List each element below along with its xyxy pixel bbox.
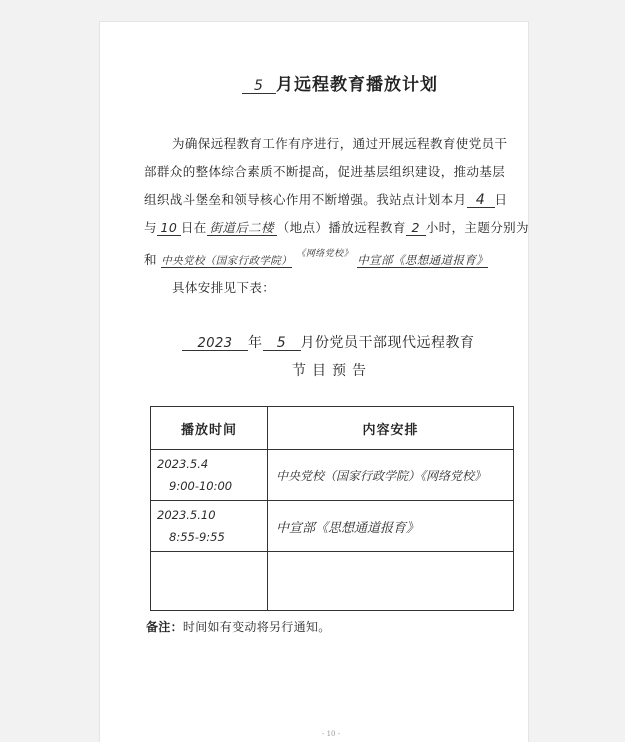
schedule-table <box>150 406 514 611</box>
hours-field: 2 <box>406 222 426 236</box>
location-field: 街道后二楼 <box>207 222 277 236</box>
paragraph-line-4 <box>144 218 529 236</box>
header-content: 内容安排 <box>268 407 514 450</box>
note <box>146 618 331 635</box>
schedule-year: 2023 <box>182 337 248 351</box>
row-date: 2023.5.10 <box>157 508 216 522</box>
paragraph-line-6: 具体安排见下表： <box>172 280 276 295</box>
date1-field: 4 <box>467 193 495 208</box>
row-content <box>268 552 514 611</box>
table-row <box>151 552 514 611</box>
line4-prefix: 与 <box>144 220 157 235</box>
date2-field: 10 <box>157 222 181 236</box>
day-suffix: 日 <box>494 192 508 207</box>
line3-text: 组织战斗堡垒和领导核心作用不断增强。我站点计划本月 <box>144 192 467 207</box>
schedule-title <box>182 332 475 352</box>
schedule-year-suffix: 年 <box>248 335 263 351</box>
table-header-row <box>151 407 514 450</box>
page-title <box>242 70 438 95</box>
paragraph-line-1: 为确保远程教育工作有序进行，通过开展远程教育使党员干 <box>172 136 508 151</box>
paragraph-line-3 <box>144 190 507 208</box>
schedule-month: 5 <box>263 336 301 351</box>
row-time-cell <box>151 501 268 552</box>
topic1-field: 中央党校（国家行政学院） <box>161 255 293 267</box>
document-page <box>100 22 528 742</box>
row-time-cell <box>151 552 268 611</box>
row-content: 中央党校（国家行政学院）《网络党校》 <box>268 450 514 501</box>
table-row <box>151 450 514 501</box>
table-row <box>151 501 514 552</box>
location-note: （地点）播放远程教育 <box>276 220 406 235</box>
page-number: - 10 - <box>322 730 341 738</box>
paragraph-line-2: 部群众的整体综合素质不断提高，促进基层组织建设，推动基层 <box>144 164 506 179</box>
row-time-cell <box>151 450 268 501</box>
topic2-field: 中宣部《思想通道报育》 <box>357 253 489 267</box>
line5-prefix: 和 <box>144 252 157 267</box>
note-text: 时间如有变动将另行通知。 <box>182 620 331 634</box>
schedule-title-suffix: 月份党员干部现代远程教育 <box>300 335 475 351</box>
row-date: 2023.5.4 <box>157 457 209 471</box>
note-label: 备注： <box>146 620 183 634</box>
row-content: 中宣部《思想通道报育》 <box>268 501 514 552</box>
row-time: 9:00-10:00 <box>169 479 233 493</box>
paragraph-line-5 <box>144 246 488 268</box>
row-time: 8:55-9:55 <box>169 530 225 544</box>
title-text: 月远程教育播放计划 <box>276 75 438 95</box>
line4-suffix: 小时，主题分别为 <box>425 220 529 235</box>
title-month: 5 <box>242 79 276 94</box>
schedule-subtitle: 节目预告 <box>292 363 372 379</box>
header-time: 播放时间 <box>151 407 268 450</box>
topic1-title: 《网络党校》 <box>296 249 353 259</box>
line4-mid: 日在 <box>180 220 207 235</box>
